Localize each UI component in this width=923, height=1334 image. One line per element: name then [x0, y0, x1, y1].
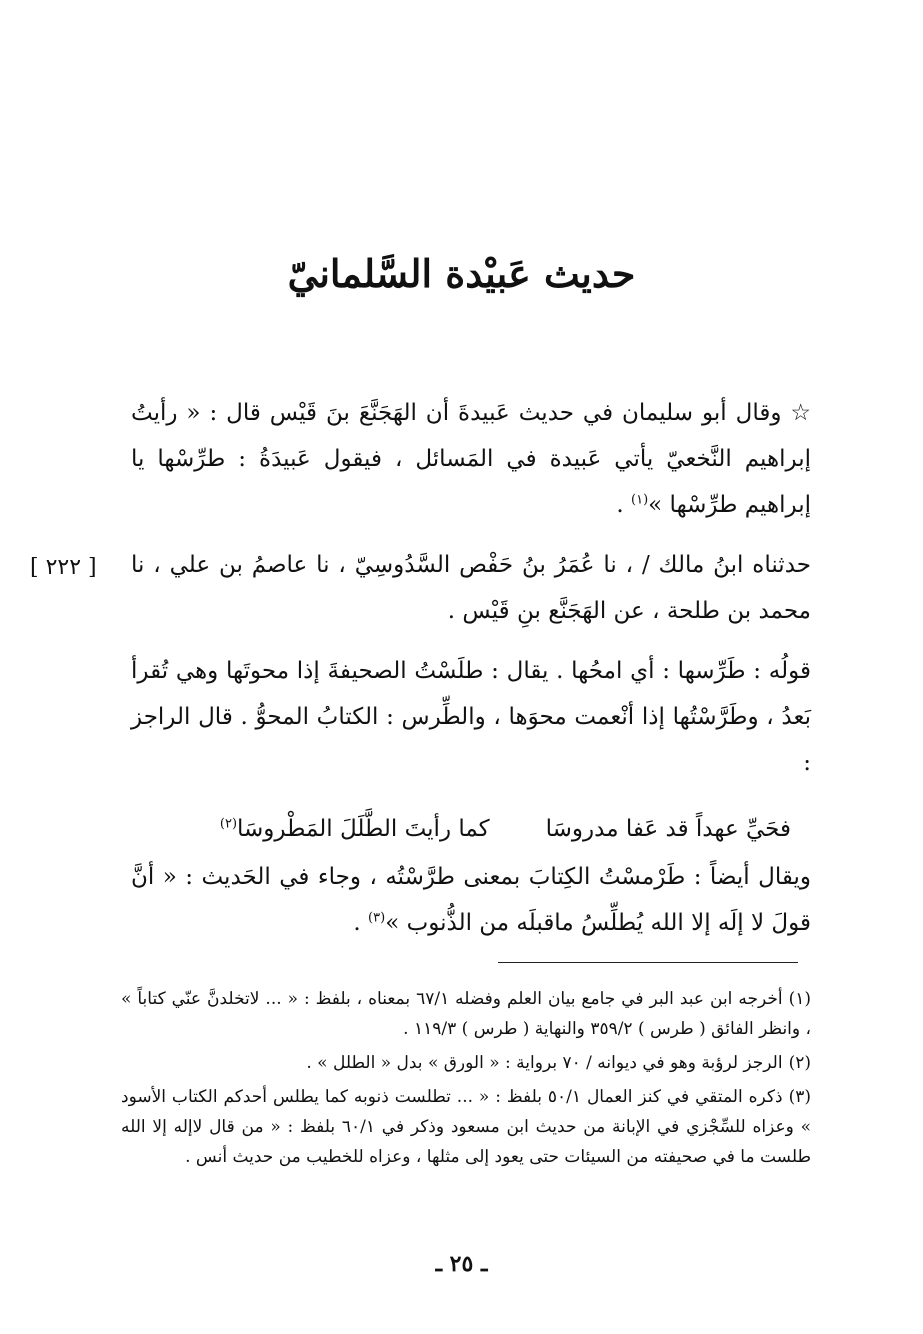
paragraph-narration [131, 390, 811, 528]
footnotes [121, 984, 811, 1176]
paragraph-text: قولُه : طَرِّسها : أي امحُها . يقال : طلَسْتُ الصحيفةَ إذا محوتَها وهي تُقرأ بَعدُ ، وطَرَّسْتُها إذا أنْعمت محوَها ، والطِّرس : الكتابُ المحوُّ . قال الراجز : [131, 658, 811, 776]
paragraph-text: ويقال أيضاً : طَرْمسْتُ الكِتابَ بمعنى طرَّسْتُه ، وجاء في الحَديث : « أنَّ قولَ لا إلَه إلا الله يُطلِّسُ ماقبلَه من الذُّنوب » [131, 864, 811, 936]
footnote-2 [121, 1048, 811, 1078]
footnote-text: ذكره المتقي في كنز العمال ٥٠/١ بلفظ : « ... تطلست ذنوبه كما يطلس أحدكم الكتاب الأسود » وعزاه للسِّجْزي في الإبانة من حديث ابن مسعود وذكر في ٦٠/١ بلفظ : « من قال لاإله إلا الله طلست ما في صحيفته من السيئات حتى يعود إلى مثلها ، وعزاه للخطيب من حديث أنس . [121, 1087, 812, 1167]
verse-line [131, 806, 811, 852]
page-number: ـ ٢٥ ـ [435, 1251, 488, 1277]
verse [131, 806, 811, 852]
paragraph-hadith [131, 854, 811, 946]
footnote-number: (٣) [788, 1087, 811, 1107]
margin-page-reference: [ ٢٢٢ ] [30, 555, 97, 580]
paragraph-end: . [353, 910, 369, 936]
verse-hemistich-second-wrap [220, 806, 490, 852]
footnote-text: الرجز لرؤبة وهو في ديوانه / ٧٠ برواية : « الورق » بدل « الطلل » . [306, 1053, 783, 1073]
footnote-1 [121, 984, 811, 1044]
paragraph-text: ☆ وقال أبو سليمان في حديث عَبيدةَ أن الهَجَنَّعَ بنَ قَيْس قال : « رأيتُ إبراهيم النَّخعيّ يأتي عَبيدة في المَسائل ، فيقول عَبيدَةُ : طرِّسْها يا إبراهيم طرِّسْها » [131, 400, 811, 518]
footnote-3 [121, 1082, 811, 1172]
footnote-ref-3: (٣) [368, 910, 386, 926]
footnote-divider [498, 962, 798, 963]
footnote-number: (١) [788, 989, 812, 1009]
page-title: حديث عَبيْدة السَّلمانيّ [287, 251, 636, 296]
paragraph-text: حدثناه ابنُ مالك / ، نا عُمَرُ بنُ حَفْص السَّدُوسِيّ ، نا عاصمُ بن علي ، نا محمد بن طلحة ، عن الهَجَنَّع بنِ قَيْس . [131, 552, 811, 624]
paragraph-isnad [131, 542, 811, 634]
verse-hemistich-second: كما رأيتَ الطَّلَلَ المَطْروسَا [237, 816, 490, 842]
footnote-ref-1: (١) [631, 492, 649, 508]
footnote-number: (٢) [788, 1053, 811, 1073]
footnote-text: أخرجه ابن عبد البر في جامع بيان العلم وفضله ٦٧/١ بمعناه ، بلفظ : « ... لاتخلدنَّ عنّي كتاباً » ، وانظر الفائق ( طرس ) ٣٥٩/٢ والنهاية ( طرس ) ١١٩/٣ . [121, 989, 811, 1039]
paragraph-end: . [616, 492, 632, 518]
footnote-ref-2: (٢) [219, 816, 238, 832]
verse-hemistich-first: فحَيِّ عهداً قد عَفا مدروسَا [545, 816, 791, 842]
paragraph-explanation [131, 648, 811, 786]
